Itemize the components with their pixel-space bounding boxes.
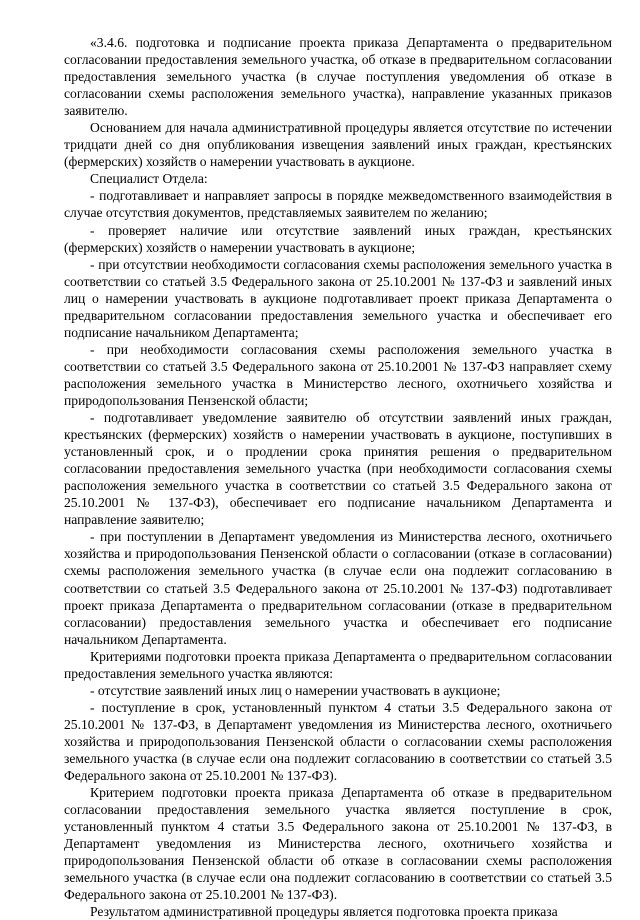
paragraph-refusal-criterion: Критерием подготовки проекта приказа Департамента об отказе в предварительном согласовании предоставления земельного участка является поступление в срок, установленный пунктом 4 статьи 3.5 Федерального закона от 25.10.2001 № 137-ФЗ, в Департамент уведомления из Министерства лесного, охотничьего хозяйства и природопользования Пензенской области об отказе в согласовании схемы расположения земельного участка (в случае если она подлежит согласованию в соответствии со статьей 3.5 Федерального закона от 25.10.2001 № 137-ФЗ). (64, 785, 612, 903)
list-item: - поступление в срок, установленный пунктом 4 статьи 3.5 Федерального закона от 25.10.2001 № 137-ФЗ, в Департамент уведомления из Министерства лесного, охотничьего хозяйства и природопользования Пензенской области о согласовании схемы расположения земельного участка (в случае если она подлежит согласованию в соответствии со статьей 3.5 Федерального закона от 25.10.2001 № 137-ФЗ). (64, 699, 612, 784)
paragraph-result: Результатом административной процедуры является подготовка проекта приказа (90, 904, 558, 920)
list-item: - при отсутствии необходимости согласования схемы расположения земельного участка в соответствии со статьей 3.5 Федерального закона от 25.10.2001 № 137-ФЗ и заявлений иных лиц о намерении участвовать в аукционе подготавливает проект приказа Департамента о предварительном согласовании предоставления земельного участка и обеспечивает его подписание начальником Департамента; (64, 256, 612, 340)
list-item: - проверяет наличие или отсутствие заявлений иных граждан, крестьянских (фермерских) хозяйств о намерении участвовать в аукционе; (64, 222, 612, 255)
list-item: - при необходимости согласования схемы расположения земельного участка в соответствии со статьей 3.5 Федерального закона от 25.10.2001 № 137-ФЗ направляет схему расположения земельного участка в Министерство лесного, охотничьего хозяйства и природопользования Пензенской области; (64, 341, 612, 408)
paragraph-basis: Основанием для начала административной процедуры является отсутствие по истечении тридцати дней со дня опубликования извещения заявлений иных граждан, крестьянских (фермерских) хозяйств о намерении участвовать в аукционе. (64, 120, 612, 170)
list-item: - подготавливает уведомление заявителю об отсутствии заявлений иных граждан, крестьянских (фермерских) хозяйств о намерении участвовать в аукционе, поступивших в установленный срок, и о продлении срока принятия решения о предварительном согласовании предоставления земельного участка (при необходимости согласования схемы расположения земельного участка в соответствии со статьей 3.5 Федерального закона от 25.10.2001 № 137-ФЗ), обеспечивает его подписание начальником Департамента и направление заявителю; (64, 410, 612, 528)
list-item: - при поступлении в Департамент уведомления из Министерства лесного, охотничьего хозяйства и природопользования Пензенской области о согласовании (отказе в согласовании) схемы расположения земельного участка (в случае если она подлежит согласованию в соответствии со статьей 3.5 Федерального закона от 25.10.2001 № 137-ФЗ) подготавливает проект приказа Департамента о предварительном согласовании (отказе в предварительном согласовании) предоставления земельного участка и обеспечивает его подписание начальником Департамента. (64, 529, 612, 647)
list-item: - подготавливает и направляет запросы в порядке межведомственного взаимодействия в случае отсутствия документов, представляемых заявителем по желанию; (64, 188, 612, 221)
list-item: - отсутствие заявлений иных лиц о намерении участвовать в аукционе; (90, 682, 501, 698)
paragraph-criteria: Критериями подготовки проекта приказа Департамента о предварительном согласовании предоставления земельного участка являются: (64, 648, 612, 681)
paragraph-specialist-heading: Специалист Отдела: (90, 171, 208, 187)
paragraph-item-3-4-6: «3.4.6. подготовка и подписание проекта приказа Департамента о предварительном согласовании предоставления земельного участка, об отказе в предварительном согласовании предоставления земельного участка (в случае поступления уведомления об отказе в согласовании схемы расположения земельного участка), направление указанных приказов заявителю. (64, 35, 612, 119)
